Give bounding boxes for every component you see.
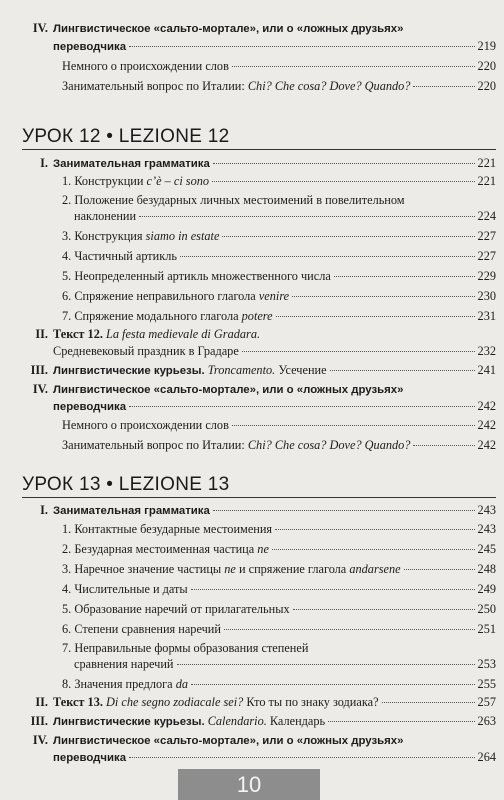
- toc-entry-line1: [62, 641, 308, 655]
- roman-numeral: I.: [40, 156, 48, 170]
- toc-entry[interactable]: [62, 289, 496, 303]
- entry-label: Календарь: [269, 714, 326, 728]
- page-ref: 221: [477, 156, 496, 170]
- page-ref: 241: [477, 363, 496, 377]
- item-number: 1.: [62, 522, 72, 536]
- item-number: 3.: [62, 562, 72, 576]
- entry-label: Образование наречий от прилагательных: [74, 602, 290, 616]
- entry-italic: ne: [257, 542, 269, 556]
- entry-italic: c’è – ci sono: [146, 174, 210, 188]
- leader-dots: [242, 351, 475, 352]
- entry-label: Положение безударных личных местоимений в повелительном: [74, 193, 405, 207]
- leader-dots: [272, 549, 475, 550]
- entry-italic: Troncamento.: [207, 363, 276, 377]
- leader-dots: [330, 370, 475, 371]
- roman-numeral: IV.: [32, 382, 48, 396]
- lesson-divider: [22, 149, 496, 150]
- page-ref: 231: [477, 309, 496, 323]
- entry-italic: Di che segno zodiacale sei?: [106, 695, 244, 709]
- leader-dots: [180, 256, 475, 257]
- toc-entry[interactable]: [22, 695, 496, 709]
- entry-label: Наречное значение частицы: [74, 562, 222, 576]
- section-title-cont: переводчика: [53, 752, 127, 764]
- roman-numeral: I.: [40, 503, 48, 517]
- page-ref: 242: [477, 418, 496, 432]
- page-ref: 230: [477, 289, 496, 303]
- toc-entry-line1: [62, 193, 405, 207]
- item-number: 3.: [62, 229, 72, 243]
- page-ref: 253: [477, 657, 496, 671]
- entry-label-cont: сравнения наречий: [74, 657, 174, 671]
- page-ref: 264: [477, 750, 496, 764]
- page-ref: 263: [477, 714, 496, 728]
- leader-dots: [334, 276, 475, 277]
- item-number: 6.: [62, 622, 72, 636]
- entry-italic: Calendario.: [207, 714, 267, 728]
- page-ref: 251: [477, 622, 496, 636]
- entry-label: Безударная местоименная частица: [74, 542, 255, 556]
- leader-dots: [404, 569, 475, 570]
- lesson-13-title: УРОК 13 • LEZIONE 13: [22, 474, 230, 495]
- toc-entry[interactable]: [62, 602, 496, 616]
- section-title: Лингвистические курьезы.: [53, 365, 205, 377]
- toc-entry[interactable]: [22, 714, 496, 729]
- leader-dots: [224, 629, 475, 630]
- item-number: 6.: [62, 289, 72, 303]
- entry-italic: andarsene: [349, 562, 401, 576]
- section-title: Занимательная грамматика: [53, 505, 210, 517]
- page-ref: 227: [477, 249, 496, 263]
- toc-entry[interactable]: [74, 657, 496, 671]
- entry-italic: Chi? Che cosa? Dove? Quando?: [247, 79, 411, 93]
- leader-dots: [212, 181, 475, 182]
- entry-label-cont: Средневековый праздник в Градаре: [53, 344, 239, 358]
- toc-entry[interactable]: [74, 209, 496, 223]
- page-ref: 255: [477, 677, 496, 691]
- entry-label: Конструкции: [74, 174, 144, 188]
- page-number: 10: [236, 771, 262, 797]
- roman-numeral: II.: [35, 695, 48, 709]
- entry-italic: potere: [241, 309, 273, 323]
- toc-entry[interactable]: [62, 174, 496, 188]
- entry-italic: La festa medievale di Gradara.: [106, 327, 261, 341]
- entry-bold: Текст 12.: [53, 327, 103, 341]
- leader-dots: [292, 296, 474, 297]
- toc-entry[interactable]: [62, 229, 496, 243]
- item-number: 5.: [62, 602, 72, 616]
- item-number: 1.: [62, 174, 72, 188]
- page-ref: 227: [477, 229, 496, 243]
- toc-entry[interactable]: [62, 582, 496, 596]
- leader-dots: [222, 236, 474, 237]
- entry-label: Кто ты по знаку зодиака?: [246, 695, 379, 709]
- toc-entry[interactable]: [62, 562, 496, 576]
- entry-label: и спряжение глагола: [238, 562, 347, 576]
- entry-label: Немного о происхождении слов: [62, 59, 229, 73]
- toc-entry[interactable]: [62, 622, 496, 636]
- page-ref: 257: [477, 695, 496, 709]
- page-ref: 243: [477, 522, 496, 536]
- entry-italic: venire: [258, 289, 290, 303]
- leader-dots: [129, 757, 474, 758]
- page-ref: 243: [477, 503, 496, 517]
- leader-dots: [413, 445, 474, 446]
- item-number: 2.: [62, 542, 72, 556]
- leader-dots: [293, 609, 475, 610]
- page-ref: 220: [477, 79, 496, 93]
- toc-entry[interactable]: [22, 156, 496, 171]
- item-number: 4.: [62, 249, 72, 263]
- entry-label: Неправильные формы образования степеней: [74, 641, 309, 655]
- entry-italic: Chi? Che cosa? Dove? Quando?: [247, 438, 411, 452]
- item-number: 4.: [62, 582, 72, 596]
- entry-label: Немного о происхождении слов: [62, 418, 229, 432]
- leader-dots: [276, 316, 475, 317]
- entry-label: Занимательный вопрос по Италии:: [62, 79, 245, 93]
- lesson-divider: [22, 497, 496, 498]
- page-ref: 248: [477, 562, 496, 576]
- leader-dots: [177, 664, 475, 665]
- item-number: 7.: [62, 309, 72, 323]
- toc-entry[interactable]: [62, 309, 496, 323]
- leader-dots: [191, 589, 475, 590]
- toc-entry[interactable]: [62, 418, 496, 432]
- entry-label: Спряжение модального глагола: [74, 309, 239, 323]
- toc-entry[interactable]: [62, 79, 496, 93]
- leader-dots: [232, 425, 475, 426]
- page-ref: 229: [477, 269, 496, 283]
- leader-dots: [129, 46, 474, 47]
- page-ref: 224: [477, 209, 496, 223]
- entry-label: Контактные безударные местоимения: [74, 522, 273, 536]
- item-number: 5.: [62, 269, 72, 283]
- toc-entry[interactable]: [62, 249, 496, 263]
- page-ref: 221: [477, 174, 496, 188]
- leader-dots: [191, 684, 475, 685]
- page-ref: 245: [477, 542, 496, 556]
- section-title-cont: переводчика: [53, 41, 127, 53]
- leader-dots: [413, 86, 474, 87]
- toc-entry[interactable]: [62, 542, 496, 556]
- roman-numeral: IV.: [32, 733, 48, 747]
- section-title: Лингвистическое «сальто-мортале», или о «ложных друзьях»: [53, 384, 404, 396]
- section-title-cont: переводчика: [53, 401, 127, 413]
- toc-entry[interactable]: [53, 39, 496, 54]
- leader-dots: [139, 216, 474, 217]
- page-ref: 242: [477, 399, 496, 413]
- page-ref: 220: [477, 59, 496, 73]
- leader-dots: [213, 163, 475, 164]
- entry-label: Неопределенный артикль множественного числа: [74, 269, 331, 283]
- page-ref: 242: [477, 438, 496, 452]
- toc-entry[interactable]: [22, 363, 496, 378]
- roman-numeral: III.: [30, 714, 48, 728]
- entry-label: Частичный артикль: [74, 249, 177, 263]
- toc-entry[interactable]: [62, 269, 496, 283]
- toc-entry[interactable]: [22, 503, 496, 518]
- entry-italic: da: [175, 677, 188, 691]
- leader-dots: [275, 529, 474, 530]
- entry-label: Числительные и даты: [74, 582, 188, 596]
- entry-label: Степени сравнения наречий: [74, 622, 221, 636]
- section-title: Лингвистические курьезы.: [53, 716, 205, 728]
- lesson-12-title: УРОК 12 • LEZIONE 12: [22, 126, 230, 147]
- leader-dots: [213, 510, 475, 511]
- item-number: 2.: [62, 193, 72, 207]
- page-ref: 250: [477, 602, 496, 616]
- toc-entry-line1: [22, 382, 403, 397]
- roman-numeral: IV.: [32, 21, 48, 35]
- leader-dots: [232, 66, 475, 67]
- entry-label: Конструкция: [74, 229, 143, 243]
- toc-entry-line1: [22, 733, 403, 748]
- toc-section-iv-top: [22, 21, 403, 36]
- entry-label: Занимательный вопрос по Италии:: [62, 438, 245, 452]
- entry-italic: siamo in estate: [145, 229, 220, 243]
- toc-entry[interactable]: [62, 522, 496, 536]
- leader-dots: [328, 721, 474, 722]
- section-title: Лингвистическое «сальто-мортале», или о «ложных друзьях»: [53, 735, 404, 747]
- entry-label: Значения предлога: [74, 677, 173, 691]
- toc-entry[interactable]: [62, 59, 496, 73]
- leader-dots: [129, 406, 474, 407]
- toc-entry[interactable]: [62, 677, 496, 691]
- item-number: 7.: [62, 641, 72, 655]
- page-ref: 232: [477, 344, 496, 358]
- section-title: Лингвистическое «сальто-мортале», или о «ложных друзьях»: [53, 23, 404, 35]
- item-number: 8.: [62, 677, 72, 691]
- roman-numeral: II.: [35, 327, 48, 341]
- entry-italic: ne: [224, 562, 236, 576]
- entry-bold: Текст 13.: [53, 695, 103, 709]
- toc-entry[interactable]: [53, 399, 496, 414]
- toc-entry-line1: [22, 327, 260, 341]
- roman-numeral: III.: [30, 363, 48, 377]
- toc-entry[interactable]: [53, 344, 496, 358]
- entry-label-cont: наклонении: [74, 209, 137, 223]
- entry-label: Усечение: [278, 363, 327, 377]
- page-ref: 219: [477, 39, 496, 53]
- entry-label: Спряжение неправильного глагола: [74, 289, 256, 303]
- toc-entry[interactable]: [53, 750, 496, 765]
- section-title: Занимательная грамматика: [53, 158, 210, 170]
- leader-dots: [382, 702, 475, 703]
- page-number-tab: [178, 769, 320, 800]
- toc-entry[interactable]: [62, 438, 496, 452]
- page-ref: 249: [477, 582, 496, 596]
